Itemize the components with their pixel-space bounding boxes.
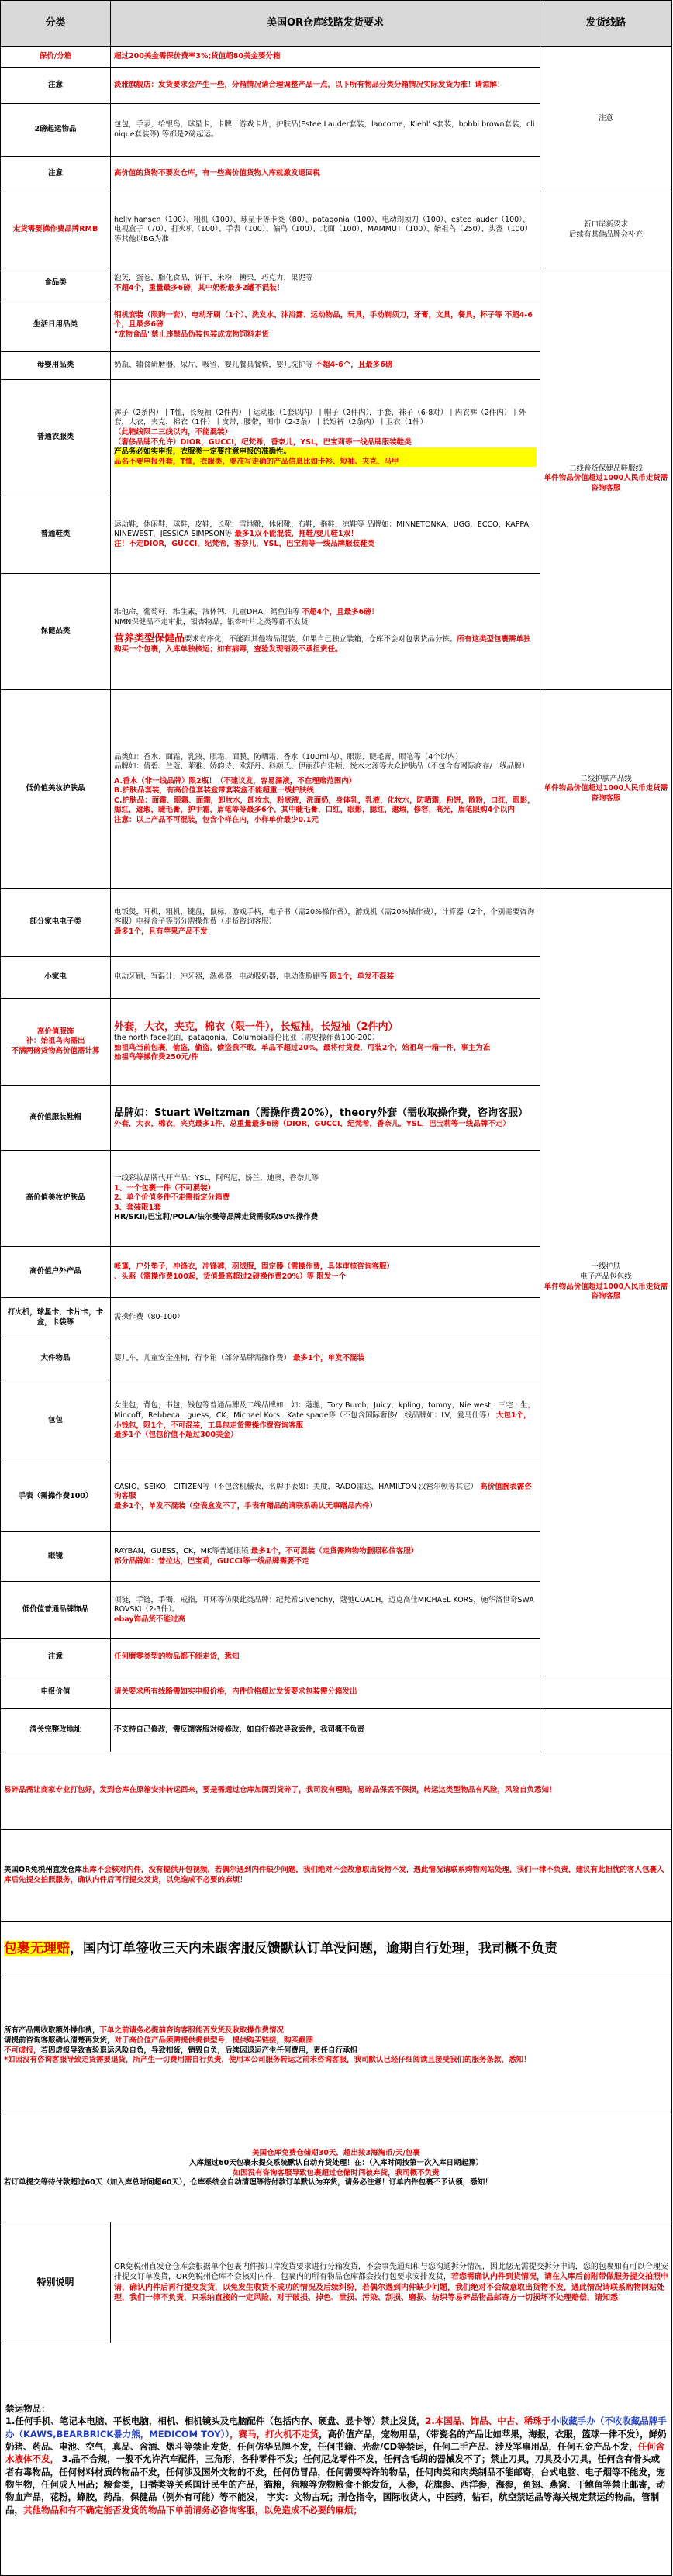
side-note-1 xyxy=(540,47,672,192)
shoes-items xyxy=(114,520,537,540)
row-address xyxy=(1,1709,672,1752)
notice-warehouse-d: 建议有此担忧的客人包裹入库后先提交拍照服务，确认内件后再行提交发货，以免造成不必要的麻烦！ xyxy=(4,1865,664,1884)
outdoor-helmet xyxy=(114,1272,537,1283)
text-special xyxy=(111,2222,672,2343)
notice-storage xyxy=(1,2115,672,2222)
baby-items: 奶瓶、辅食研磨器、尿片、吸管、婴儿餐具餐椅，婴儿洗护等 xyxy=(114,361,313,370)
cat-declared-value: 申报价值 xyxy=(1,1676,111,1709)
cat-note-2: 注意 xyxy=(1,157,111,192)
notice-storage-c: 如因没有咨询客服导致包裹超过仓储时间被弃货，我司概不负责 xyxy=(233,2168,440,2177)
text-note-3: 任何磨零类型的物品都不能走货，悉知 xyxy=(111,1639,540,1676)
hv-apparel-note: 始祖鸟当前包裹，偷盗，偷盗，偷盗我不敢，单品不超过20%，最将付货费，可装2个，始祖鸟一箱一件，事主为准 xyxy=(114,1043,491,1052)
text-large-items xyxy=(111,1338,540,1380)
notice-no-claim-text xyxy=(1,1922,672,1977)
forbid-1b: 2.本国品、饰品、中古、稀珠于 xyxy=(425,2415,551,2427)
row-food xyxy=(1,268,672,299)
daily-items xyxy=(114,311,537,330)
cosmetics-a: A.香水（非一线品牌）限2瓶！（不建议发，容易漏液，不在理赔范围内） xyxy=(114,776,357,786)
notice-fragile-text: 易碎品需让商家专业打包好，发到仓库在原箱安排转运回来，要是需通过仓库加固到货碎了，我司没有理赔，易碎品保丢不保损，转运这类型物品有风险，风险自负悉知！ xyxy=(1,1752,672,1830)
text-outdoor xyxy=(111,1247,540,1298)
notice-warehouse-b: 出库不会核对内件，没有提供开包视频，若偶尔遇到内件缺少问题，我们绝对不会故意取出货物不发，遇此情况请联系购物网站处理， xyxy=(81,1865,517,1874)
text-hv-cosmetics xyxy=(111,1151,540,1247)
row-cosmetics xyxy=(1,690,672,889)
header-category: 分类 xyxy=(1,1,111,47)
cosmetics-b: B.护肤品套装，有高价值套装盒带套装盒不能超重一线护肤线 xyxy=(114,786,314,796)
text-glasses xyxy=(111,1532,540,1582)
forbid-1c: 小收藏手办（不收收藏品牌手办（KAWS,BEARBRICK暴力熊，MEDICOM TOY）） xyxy=(5,2415,667,2440)
baby-limit: 不超4-6个，且最多6磅 xyxy=(315,361,393,370)
outdoor-helmet-a: 、头盔（需操作费100起，货值最高超过2磅操作费20%）等 xyxy=(114,1272,315,1281)
notice-no-claim-b: ，国内订单签收三天内未跟客服反馈默认订单没问题，逾期自行处理，我司概不负责 xyxy=(70,1941,557,1957)
cat-hv-shoes: 高价值服装鞋帽 xyxy=(1,1086,111,1151)
clothes-declare-1: 产品务必如实申报，衣服类一定要注意申报的准确性。 xyxy=(114,447,537,458)
side-note-3 xyxy=(540,268,672,690)
health-nutrition-a: 要求有序化，不能跟其他物品混装，如果自己独立装箱，仓库不会对包裹货品分拣。 xyxy=(185,635,457,644)
cat-special: 特别说明 xyxy=(1,2222,111,2343)
cat-food: 食品类 xyxy=(1,268,111,299)
cat-note-1: 注意 xyxy=(1,68,111,104)
text-electronics xyxy=(111,889,540,957)
notice-no-claim-a: 包裹无理赔 xyxy=(4,1941,70,1957)
text-watches xyxy=(111,1462,540,1532)
hv-apparel-brands: the north face北面，patagonia，Columbia哥伦比亚（需要操作费100-200） xyxy=(114,1034,380,1043)
health-nutrition-title: 营养类型保健品 xyxy=(114,633,185,645)
text-hv-shoes xyxy=(111,1086,540,1151)
cat-hv-cosmetics: 高价值美妆护肤品 xyxy=(1,1151,111,1247)
health-items-a: 维他命，葡萄籽，维生素，液体钙，儿童DHA，鳕鱼油等 xyxy=(114,608,300,617)
cat-2lb: 2磅起运物品 xyxy=(1,104,111,157)
side-empty-2 xyxy=(540,1709,672,1752)
notice-storage-a: 美国仓库免费仓储期30天，超出按3海淘币/天/包裹 xyxy=(252,2149,420,2158)
health-nutrition-b: 所有这类型包裹需单独购买一个包裹，入库单独核运；如有病毒，查验发现销毁不承担责任。 xyxy=(114,635,531,654)
notice-storage-text xyxy=(1,2115,672,2222)
header-requirements: 美国OR仓库线路发货要求 xyxy=(111,1,540,47)
cat-large-items: 大件物品 xyxy=(1,1338,111,1380)
cosmetics-brands: 品牌如：倩碧、兰蔻、莱雅、娇韵诗、欧舒丹、科颜氏、伊丽莎白雅顿、悦木之源等大众护肤品（不包含有网际商存/一线品牌） xyxy=(114,762,530,772)
header-row xyxy=(1,1,672,47)
text-2lb: 包包，手表，给银鸟，球星卡，卡牌，游戏卡片，护肤品(Estee Lauder套装，lancome，Kiehl' s套装，bobbi brown套装，clinique套装等) 等都是2磅起运。 xyxy=(111,104,540,157)
side-note-5c: 单件物品价值超过1000人民币走货需咨询客服 xyxy=(544,1282,668,1301)
cat-jewelry: 低价值普通品牌饰品 xyxy=(1,1582,111,1639)
notice-forbidden xyxy=(1,2343,672,2576)
food-items: 泡芙，蛋卷，脂化食品，饼干，米粉，糖果，巧克力，果泥等 xyxy=(114,273,313,282)
small-appliance-items: 电动牙刷，写温计，冲牙器，洗鼻器，电动吸奶器，电动洗脸刷等 xyxy=(114,972,328,982)
shoes-limit: 最多1双不能混装，拖鞋/婴儿鞋1双！ xyxy=(234,530,358,539)
side-note-3b: 单件物品价值超过1000人民币走货需咨询客服 xyxy=(544,474,668,492)
health-nutrition xyxy=(114,632,537,655)
notice-warehouse xyxy=(1,1830,672,1922)
row-special xyxy=(1,2222,672,2343)
side-note-5b: 电子产品包包线 xyxy=(580,1272,632,1281)
cat-health: 保健品类 xyxy=(1,574,111,690)
notice-no-claim xyxy=(1,1922,672,1977)
hv-cosmetics-1: 1、一个包裹一件（不可混装） xyxy=(114,1183,216,1193)
shoes-brands: 品牌如：MINNETONKA，UGG，ECCO，KAPPA，NINEWEST，JESSICA SIMPSON等 xyxy=(114,520,537,539)
row-electronics xyxy=(1,889,672,957)
glasses-note: 部分品牌如：普拉达，巴宝莉，GUCCI等一线品牌需要不走 xyxy=(114,1556,309,1566)
hv-cosmetics-3: 3、套装限1套 xyxy=(114,1203,161,1212)
bags-brands: 女生包，背包，书包，钱包等普通品牌及二线品牌如：如：蔻驰，Tory Burch，Juicy，kpling，tomny，Nie west，三宅一生，Mincoff，Rebbeca，guess，CK，Michael Kors，Kate spade等（不包含国际奢侈/一线品牌如：LV，爱马仕等） xyxy=(114,1401,536,1420)
cat-daily: 生活日用品类 xyxy=(1,299,111,352)
hv-apparel-fee: 始祖鸟等操作费250元/件 xyxy=(114,1053,198,1062)
cat-baby: 母婴用品类 xyxy=(1,352,111,380)
cat-cosmetics: 低价值美妆护肤品 xyxy=(1,690,111,889)
notice-warehouse-a: 美国OR免税州直发仓库 xyxy=(4,1865,82,1874)
jewelry-brands: 项链，手链，手镯，戒指，耳环等仿限此类品牌：纪梵希Givenchy，蔻驰COACH，迈克高仕MICHAEL KORS，施华洛世奇SWAROVSKI（2-3件）。 xyxy=(114,1595,534,1614)
outdoor-limit: 限发一个 xyxy=(316,1272,347,1281)
special-c: 若偶尔遇到内件缺少问题，我们绝对不会故意取出货物不发，遇此情况请联系购物网站处理，我们一律不负责，只采纳直接的一定风险，对于破损、掉色、泄损、污染、刮损、磨损、纺织等易碎品物品邮寄方一切损坏不处理赔偿，请知悉！ xyxy=(114,2283,664,2302)
cat-insurance: 保价/分箱 xyxy=(1,47,111,68)
notice-fees-e: 不可虚报， xyxy=(4,2046,41,2055)
text-declared-value: 请关要求所有线路需如实申报价格，内件价格超过发货要求包装需分箱发出 xyxy=(111,1676,540,1709)
electronics-items: 电饭煲，耳机，粗机，键盘，鼠标，游戏手柄，电子书（需20%操作费），游戏机（需20%操作费），计算器（2个，个别需要咨询客服）电视盒子等部分需操作费（走货咨询客服） xyxy=(114,907,535,927)
health-limit: 不超4个，且最多6磅！ xyxy=(302,608,379,617)
side-note-5a: 一线护肤 xyxy=(591,1262,621,1272)
forbid-title: 禁运物品： xyxy=(5,2403,50,2415)
side-note-5 xyxy=(540,889,672,1676)
cat-shoes: 普通鞋类 xyxy=(1,496,111,574)
cat-fee-brands: 走货需要操作费品牌RMB xyxy=(1,192,111,268)
hv-apparel-items: 外套，大衣，夹克，棉衣（限一件），长短袖，长短袖（2件内） xyxy=(114,1021,399,1034)
clothes-note-2: （奢侈品牌不允许）DIOR，GUCCI，纪梵希，香奈儿，YSL，巴宝莉等一线品牌服装鞋类 xyxy=(114,437,412,447)
glasses-brands-a: RAYBAN，GUESS，CK，MK等普通眼镜 xyxy=(114,1546,249,1556)
cosmetics-note: 注意：以上产品不可混装，包含个样在内，小样单价最少0.1元 xyxy=(114,815,319,824)
forbid-4b: 其他物品和有不确定能否发货的物品下单前请务必咨询客服，以免造成不必要的麻烦； xyxy=(23,2504,362,2516)
side-note-4 xyxy=(540,690,672,889)
side-note-3a: 二线普货保健品鞋服线 xyxy=(568,464,643,473)
cat-hv-apparel: 高价值服饰 补：始祖鸟肉需出 不满两磅货物高价值需计算 xyxy=(1,999,111,1086)
forbid-1d: ，赛马，打火机不走货 xyxy=(230,2428,319,2440)
notice-fees-g: *如因没有咨询客服导致走货需要退货，所产生一切费用需自行负责，使用本公司服务转运之前未咨询客服，我司默认已经仔细阅读且接受我们的服务条款，悉知！ xyxy=(4,2056,531,2065)
side-note-2a: 新口岸新要求 xyxy=(583,219,628,229)
text-jewelry xyxy=(111,1582,540,1639)
side-note-4b: 单件物品价值超过1000人民币走货需咨询客服 xyxy=(544,784,668,803)
bags-limit: 大包1个，小钱包，限1个，不可混装，工具包走货需操作费咨询客服 xyxy=(114,1411,531,1430)
special-b: 若您需确认内件到货情况，请在入库后前附带做服务提交拍照申请，确认内件后再行提交发货，以免发生收货不成功的情况及后续纠纷， xyxy=(114,2273,668,2292)
cat-lighter-cards: 打火机，球星卡，卡片卡，卡盒，卡袋等 xyxy=(1,1298,111,1338)
text-baby xyxy=(111,352,540,380)
small-appliance-limit: 限1个，单发不混装 xyxy=(330,972,395,982)
clothes-declare-2: 品名不要申报外套，T恤，衣服类，要准写走确的产品信息比如卡衫、短袖、夹克、马甲 xyxy=(114,458,537,468)
food-limit: 不超4个，重量最多6磅，其中奶粉最多2罐不混装！ xyxy=(114,283,285,292)
notice-fees-a: 所有产品需收取额外操作费， xyxy=(4,2026,100,2036)
clothes-items: 裤子（2条内）丨T恤，长短袖（2件内）丨运动服（1套以内）丨帽子（2件内），手套，袜子（6-8对）丨内衣裤（2件内）丨外套，大衣，夹克，棉衣（1件）丨皮带，腰带，围巾（2-3条）丨长短裤（2条内）丨卫衣（1件） xyxy=(114,408,526,427)
text-insurance: 超过200美金需保价费率3%;货值超80美金要分箱 xyxy=(111,47,540,68)
watches-brands-a: CASIO，SEIKO，CITIZEN等（不包含机械表，名牌手表如：美度，RADO雷达，HAMILTON 汉密尔顿等其它） xyxy=(114,1482,478,1491)
forbid-3: 字实：文物古玩；刑仓指令，国际收货人，中医药，钻石，航空禁运品等海关规定禁运的物品， xyxy=(267,2491,642,2503)
notice-storage-d: 若订单提交等待付款超过60天（加入库总时间超60天），仓库系统会自动清理等待付款订单默认为弃货，请务必注意！订单内件包裹不予认领，悉知！ xyxy=(4,2178,492,2188)
notice-forbidden-text xyxy=(1,2343,672,2576)
text-address: 不支持自己修改，需反馈客服对接修改，如自行修改导致丢件，我司概不负责 xyxy=(111,1709,540,1752)
notice-fees-d: 对于高价值产品须需提供提供型号，提供购买链接，购买截图 xyxy=(114,2036,314,2045)
notice-fees-b: 下单之前请务必提前咨询客服能否发货及收取操作费情况 xyxy=(99,2026,285,2036)
watches-brands xyxy=(114,1483,537,1502)
side-empty-1 xyxy=(540,1676,672,1709)
hv-cosmetics-2: 2、单个价值多件不走需指定分箱费 xyxy=(114,1193,230,1203)
text-food xyxy=(111,268,540,299)
notice-fees-f: 若因虚报导致查验退运风险自负，导致扣货，销毁自负，后续因退运产生任何费用，责任自行承担 xyxy=(40,2046,358,2055)
text-note-2: 高价值的货物不要发仓库，有一些高价值货物入库就激发退回税 xyxy=(111,157,540,192)
text-bags xyxy=(111,1380,540,1462)
text-note-1: 淡雅旗舰店：发货要求会产生一些，分箱情况请合理调整产品一点，以下所有物品分类分箱情况实际发货为准！请谅解！ xyxy=(111,68,540,104)
cat-clothes: 普通衣服类 xyxy=(1,380,111,496)
text-fee-brands: helly hansen（100）、粗机（100）、球星卡等卡类（80）、patagonia（100）、电动剃须刀（100）、estee lauder（100）、电视盒子（70）、打火机（100）、手表（100）、偏鸟（100）、北面（100）、MAMMUT（100）、始祖鸟（250）、头盔（100）等其他以BG为准 xyxy=(111,192,540,268)
hv-shoes-limit: 外套，大衣，棉衣，夹克最多1件，总重量最多6磅（DIOR，GUCCI，纪梵希，香奈儿，YSL，巴宝莉等一线品牌不走） xyxy=(114,1119,510,1128)
text-shoes xyxy=(111,496,540,574)
notice-storage-b: 入库超过60天包裹未提交系统默认自动弃货处理！在：（入库时间按第一次入库日期起算） xyxy=(189,2158,483,2167)
jewelry-note: ebay饰品货不能过高 xyxy=(114,1614,186,1624)
forbid-1f: 任何含水液体不发， xyxy=(5,2441,665,2465)
cat-watches: 手表（需操作费100） xyxy=(1,1462,111,1532)
notice-warehouse-c: 我们一律不负责， xyxy=(516,1865,576,1874)
glasses-limit: 最多1个，不可混装（走货需购物物删照私信客服） xyxy=(250,1546,419,1556)
cat-bags: 包包 xyxy=(1,1380,111,1462)
forbid-1a: 1.任何手机、笔记本电脑、平板电脑，相机、相机镜头及电脑配件（包括内存、硬盘、显卡等）禁止发货， xyxy=(5,2415,426,2427)
hv-shoes-brands: 品牌如：Stuart Weitzman（需操作费20%），theory外套（需收取操作费，咨询客服） xyxy=(114,1107,528,1119)
health-items xyxy=(114,608,537,618)
clothes-note-1: （此箱线限二三线以内，不能混装） xyxy=(114,427,233,437)
row-insurance xyxy=(1,47,672,68)
shoes-note: 注！不走DIOR，GUCCI，纪梵希，香奈儿，YSL，巴宝莉等一线品牌服装鞋类 xyxy=(114,539,375,548)
notice-warehouse-text xyxy=(1,1830,672,1922)
special-a: OR免税州直发仓仓库会根据单个包裹内件按口岸发货要求进行分箱发货，不会事先通知和与您沟通拆分情况，因此您无需提交拆分申请，您的包裹如有可以合理安排提交订单发货，OR免税州仓库不会核对内件，包裹内的所有物品仓库都会按行包要求安排发货， xyxy=(114,2263,668,2282)
cosmetics-c: C.护肤品：面霜、眼霜、面霜，卸妆水，卸妆水，粉底液，洗面奶，身体乳，乳液，化妆水，防晒霜，粉饼，散粉，口红，眼影，腮红，遮瑕，睫毛膏，护手霜，眉笔等等最多6个，其中睫毛膏，口红，眼影，腮红，遮瑕，修容，高光，眉笔限购4个以内 xyxy=(114,796,535,815)
cat-note-3: 注意 xyxy=(1,1639,111,1676)
forbid-1e: ，高价值产品，宠物用品，（带瓷名的产品比如苹果，海报，衣服，篮球一律不发），鲜奶奶猪、药品、电池、空气，真品、含酒、烟斗等禁止发货，任何仿华品牌不发，任何书籍、光盘/CD等禁运，任何二手产品、涉及军事用品，任何五金产品不发， xyxy=(5,2428,667,2452)
large-items-limit: 最多1个，单发不混装 xyxy=(293,1354,365,1363)
electronics-limit: 最多1个，且有苹果产品不发 xyxy=(114,927,208,936)
watches-limit: 最多1个，单发不混装（空表盒发不了，手表有赠品的请联系确认无事赠品内件） xyxy=(114,1501,378,1511)
cosmetics-items: 品类如：香水、面霜、乳液、眼霜、面膜、防晒霜、香水（100ml内）、眼影、睫毛膏、眼笔等（4个以内） xyxy=(114,752,463,761)
outdoor-items: 帐篷，户外垫子，冲锋衣，冲锋裤，羽绒服，固定器（需操作费，具体审核咨询客服） xyxy=(114,1262,395,1271)
notice-fragile xyxy=(1,1752,672,1830)
notice-fees xyxy=(1,1977,672,2115)
hv-cosmetics-fee: HR/SKII/巴宝莉/POLA/法尔曼等品牌走货需收取50%操作费 xyxy=(114,1213,319,1222)
text-lighter-cards: 需操作费（80-100） xyxy=(111,1298,540,1338)
side-note-2b: 后续有其他品牌会补充 xyxy=(568,230,643,239)
forbid-2: 3.品不合规，一般不允许汽车配件，三角形，各种零件不发；任何尼龙零件不发，任何含毛胡的器械发不了；禁止刀具，刀具及小刀具，任何含有骨头或者有毒物品，任何材料材质的物品不发，任何涉及国外文物的不发，任何仿冒品，任何需要特许的物品，任何肉类和肉类制品不能邮寄，台式电脑、电子烟等不能发，宠物生物，任何成人用品；粮食类，日播类等关系国计民生的产品，猫粮，狗粮等宠物粮食不能发货，人参，花旗参、西洋参，海参，鱼翅、燕窝、干鲍鱼等禁止邮寄，动物血产品，花粉，蜂胶，药品，保健品（例外有可能）等不能发， xyxy=(5,2453,665,2503)
text-health xyxy=(111,574,540,690)
cat-small-appliance: 小家电 xyxy=(1,957,111,999)
text-daily xyxy=(111,299,540,352)
text-clothes xyxy=(111,380,540,496)
row-fee-brands xyxy=(1,192,672,268)
side-note-2 xyxy=(540,192,672,268)
forbid-4a: 管制品， xyxy=(5,2491,660,2516)
notice-fees-c: 请提前咨询客服确认清楚再发货， xyxy=(4,2036,115,2045)
large-items-list: 婴儿车，儿童安全座椅，行李箱（部分品牌需操作费） xyxy=(114,1354,292,1363)
hv-cosmetics-brands: 一线彩妆品牌代开产品：YSL，阿玛尼，娇兰，迪奥，香奈儿等 xyxy=(114,1174,319,1183)
cat-glasses: 眼镜 xyxy=(1,1532,111,1582)
cat-outdoor: 高价值户外产品 xyxy=(1,1247,111,1298)
text-cosmetics xyxy=(111,690,540,889)
daily-items-red: 钢机套装（限购一套）、电动牙刷（1个）、洗发水、沐浴露、运动物品，玩具，手动剃须刀，牙膏，文具，餐具，杯子等 xyxy=(114,310,502,319)
daily-pet-note: "宠物食品"禁止违禁品伪装包装成宠物饲料走货 xyxy=(114,330,269,339)
side-note-1-text: 注意 xyxy=(598,114,613,123)
header-route: 发货线路 xyxy=(540,1,672,47)
row-declared-value xyxy=(1,1676,672,1709)
watches-hv: 高价值腕表需咨询客服 xyxy=(114,1482,532,1501)
cat-address: 清关完整改地址 xyxy=(1,1709,111,1752)
text-hv-apparel xyxy=(111,999,540,1086)
cat-electronics: 部分家电电子类 xyxy=(1,889,111,957)
health-nmn: NMN保健品不走审批，银杏物品，银杏叶片之类等都不发货 xyxy=(114,617,309,627)
notice-fees-text xyxy=(1,1977,672,2115)
daily-limit: 不超4-6个，且最多6磅 xyxy=(114,310,533,330)
bags-value: 最多1个（包包价值不超过300美金） xyxy=(114,1431,238,1440)
glasses-brands xyxy=(114,1547,537,1557)
side-note-4a: 二线护肤产品线 xyxy=(580,774,632,783)
shoes-items-a: 运动鞋，休闲鞋，球鞋，皮鞋，长靴，雪地靴，休闲靴，布鞋，拖鞋，凉鞋等 xyxy=(114,520,365,529)
text-small-appliance xyxy=(111,957,540,999)
